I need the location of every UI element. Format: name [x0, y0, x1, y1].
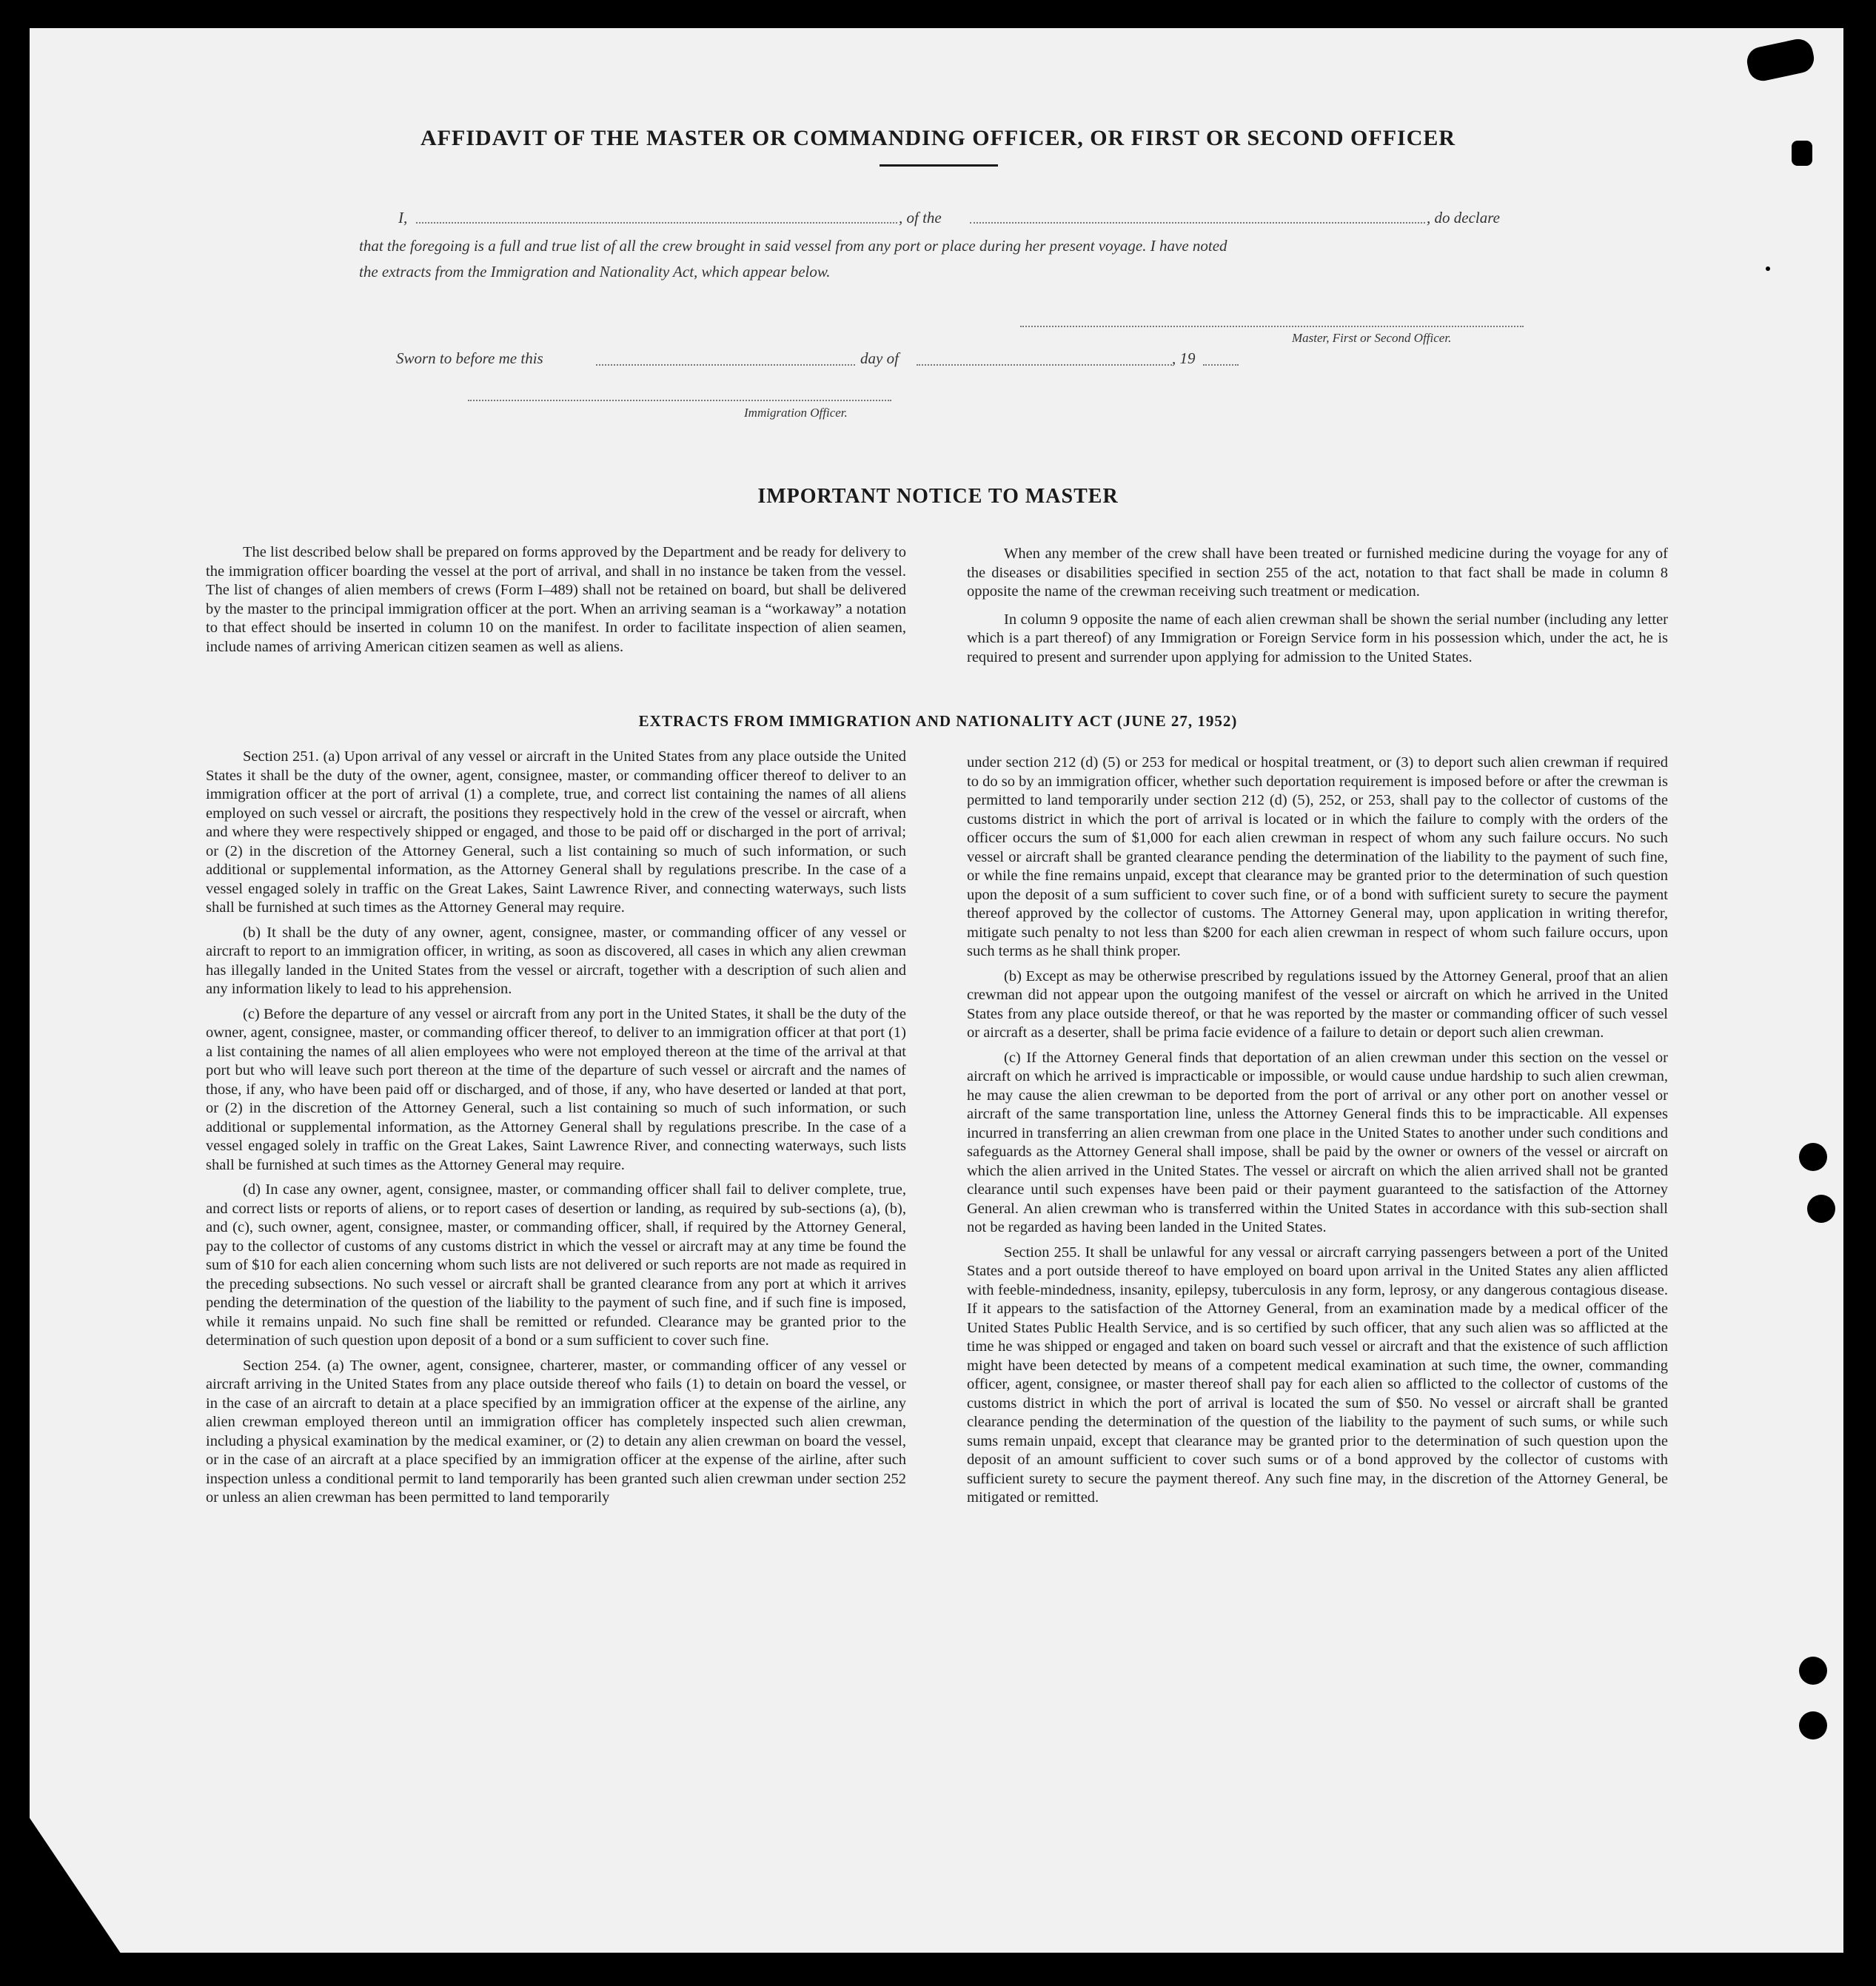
- title-underline: [880, 164, 998, 167]
- section-251-b: (b) It shall be the duty of any owner, agent, consignee, master, or commanding officer of any vessel or aircraft to report to an immigration officer, in writing, as soon as discovered, all cases in which any alien crewman has illegally landed in the United States from the vessel or aircraft, together with a description of such alien and any information likely to lead to his apprehension.: [206, 924, 906, 997]
- punch-hole: [1807, 1195, 1835, 1223]
- section-254-b: (b) Except as may be otherwise prescribed by regulations issued by the Attorney General, proof that an alien crewman did not appear upon the outgoing manifest of the vessel or aircraft on which he arrived in the United States from any place outside thereof, or that he was reported by the master or commanding officer of such vessel or aircraft as a deserter, shall be prima facie evidence of a failure to detain or deport such alien crewman.: [967, 967, 1668, 1041]
- section-251-d: (d) In case any owner, agent, consignee, master, or commanding officer shall fail to deliver complete, true, and correct lists or reports of aliens, or to report cases of desertion or landing, as required by sub-sections (a), (b), and (c), such owner, agent, consignee, master, or commanding officer, shall, if required by the Attorney General, pay to the collector of customs of any customs district in which the vessel or aircraft may at any time be found the sum of $10 for each alien concerning whom such lists are not delivered or such reports are not made as required in the preceding subsections. No such vessel or aircraft shall be granted clearance from any port at which it arrives pending the determination of the question of the liability to the payment of such fine, and if such fine is imposed, while it remains unpaid. No such fine shall be remitted or refunded. Clearance may be granted prior to the determination of such question upon deposit of a bond or a sum sufficient to cover such fine.: [206, 1181, 906, 1349]
- extracts-right-column: [967, 754, 1668, 1514]
- master-signature-caption: Master, First or Second Officer.: [1292, 331, 1452, 345]
- name-blank-line[interactable]: [416, 222, 897, 224]
- extracts-left-column: [206, 748, 906, 1514]
- notice-paragraph: The list described below shall be prepared on forms approved by the Department and be ready for delivery to the immigration officer boarding the vessel at the port of arrival, and shall in no instance be taken from the vessel. The list of changes of alien members of crews (Form I–489) shall not be retained on board, but shall be delivered by the master to the principal immigration officer at the port. When an arriving seaman is a “workaway” a notation to that effect should be inserted in column 10 on the manifest. In order to facilitate inspection of alien seamen, include names of arriving American citizen seamen as well as aliens.: [206, 544, 906, 655]
- month-blank-line[interactable]: [917, 364, 1172, 366]
- officer-signature-caption: Immigration Officer.: [744, 406, 848, 420]
- declaration-line-2: that the foregoing is a full and true list of all the crew brought in said vessel from any port or place during her present voyage. I have noted: [359, 237, 1227, 255]
- extracts-title: EXTRACTS FROM IMMIGRATION AND NATIONALITY ACT (JUNE 27, 1952): [638, 712, 1238, 730]
- year-prefix: , 19: [1172, 349, 1196, 367]
- declaration-do-declare-label: , do declare: [1427, 209, 1500, 227]
- section-251-c: (c) Before the departure of any vessel or aircraft from any port in the United States, it shall be the duty of the owner, agent, consignee, master, or commanding officer thereof, to deliver to an immigration officer at that port (1) a list containing the names of all alien employees who were not employed thereon at the time of the arrival at that port but who will leave such port thereon at the time of the departure of such vessel or aircraft and the names of those, if any, who have been paid off or discharged, and of those, if any, who have deserted or landed at that port, or (2) in the discretion of the Attorney General, such a list containing so much of such information, or such additional or supplemental information, as the Attorney General shall by regulations prescribe. In the case of a vessel engaged solely in traffic on the Great Lakes, Saint Lawrence River, and connecting waterways, such lists shall be furnished at such times as the Attorney General may require.: [206, 1005, 906, 1173]
- day-of-label: day of: [860, 349, 899, 367]
- year-blank-line[interactable]: [1203, 364, 1239, 366]
- sworn-date-blank-line[interactable]: [596, 364, 855, 366]
- section-254-a-continued: under section 212 (d) (5) or 253 for medical or hospital treatment, or (3) to deport such alien crewman if required to do so by an immigration officer, whether such deportation requirement is imposed before or after the crewman is permitted to land temporarily under section 212 (d) (5), 252, or 253, shall pay to the collector of customs of the customs district in which the port of arrival is located or in which the failure to comply with the orders of the officer occurs the sum of $1,000 for each alien crewman in respect of whom any such failure occurs. No such vessel or aircraft shall be granted clearance pending the determination of the liability to the payment of such fine, or while the fine remains unpaid, except that clearance may be granted prior to the determination of such question upon the deposit of a sum sufficient to cover such fine, or of a bond with sufficient surety to secure the payment thereof approved by the collector of customs. The Attorney General may, upon application in writing therefor, mitigate such penalty to not less than $200 for each alien crewman in respect of whom such failure occurs, upon such terms as he shall think proper.: [967, 754, 1668, 959]
- section-254-a: Section 254. (a) The owner, agent, consignee, charterer, master, or commanding officer of any vessel or aircraft arriving in the United States from any place outside thereof who fails (1) to detain on board the vessel, or in the case of an aircraft to detain at a place specified by an immigration officer at the expense of the airline, any alien crewman employed thereon until an immigration officer has completely inspected such alien crewman, including a physical examination by the medical examiner, or (2) to detain any alien crewman on board the vessel, or in the case of an aircraft at a place specified by an immigration officer at the expense of the airline, after such inspection unless a conditional permit to land temporarily has been granted such alien crewman under section 252 or unless an alien crewman has been permitted to land temporarily: [206, 1357, 906, 1506]
- notice-title: IMPORTANT NOTICE TO MASTER: [757, 485, 1119, 508]
- section-254-c: (c) If the Attorney General finds that deportation of an alien crewman under this section on the vessel or aircraft on which he arrived is impracticable or impossible, or would cause undue hardship to such alien crewman, he may cause the alien crewman to be deported from the port of arrival or any other port on another vessel or aircraft of the same transportation line, unless the Attorney General finds this to be impracticable. All expenses incurred in transferring an alien crewman from one place in the United States to another under such conditions and safeguards as the Attorney General shall impose, shall be paid by the owner or owners of the vessel or aircraft on which the alien arrived in the United States. The vessel or aircraft on which the alien arrived shall not be granted clearance until such expenses have been paid or their payment guaranteed to the satisfaction of the Attorney General. An alien crewman who is transferred within the United States in accordance with this sub-section shall not be regarded as having been landed in the United States.: [967, 1049, 1668, 1235]
- section-255: Section 255. It shall be unlawful for any vessal or aircraft carrying passengers between a port of the United States and a port outside thereof to have employed on board upon arrival in the United States any alien afflicted with feeble-mindedness, insanity, epilepsy, tuberculosis in any form, leprosy, or any dangerous contagious disease. If it appears to the satisfaction of the Attorney General, from an examination made by a medical officer of the United States Public Health Service, and is so certified by such officer, that any such alien was so afflicted at the time he was shipped or engaged and taken on board such vessel or aircraft and that the existence of such affliction might have been detected by means of a competent medical examination at such time, the owner, commanding officer, agent, consignee, or master thereof shall pay for each alien so afflicted to the collector of customs of the customs district in which the port of arrival is located the sum of $50. No vessel or aircraft shall be granted clearance pending the determination of the question of the liability to the payment of such sums, or while such sums remain unpaid, except that clearance may be granted prior to the determination of such question upon the deposit of an amount sufficient to cover such sums or of a bond approved by the collector of customs with sufficient surety to secure the payment thereof. Any such fine may, in the discretion of the Attorney General, be mitigated or remitted.: [967, 1244, 1668, 1506]
- affidavit-title: AFFIDAVIT OF THE MASTER OR COMMANDING OFFICER, OR FIRST OR SECOND OFFICER: [420, 126, 1456, 150]
- scan-speck: [1792, 141, 1812, 166]
- notice-right-column: [967, 545, 1668, 676]
- notice-paragraph: In column 9 opposite the name of each alien crewman shall be shown the serial number (including any letter which is a part thereof) of any Immigration or Foreign Service form in his possession which, under the act, he is required to present and surrender upon applying for admission to the United States.: [967, 611, 1668, 665]
- vessel-blank-line[interactable]: [970, 222, 1425, 224]
- declaration-of-the-label: , of the: [899, 209, 942, 227]
- scan-speck: [1766, 266, 1770, 271]
- punch-hole: [1799, 1711, 1827, 1740]
- notice-paragraph: When any member of the crew shall have been treated or furnished medicine during the voyage for any of the diseases or disabilities specified in section 255 of the act, notation to that fact shall be made in column 8 opposite the name of the crewman receiving such treatment or medication.: [967, 546, 1668, 600]
- master-signature-line[interactable]: [1020, 326, 1524, 327]
- punch-hole: [1799, 1143, 1827, 1171]
- declaration-i-label: I,: [398, 209, 408, 227]
- notice-left-column: [206, 543, 906, 665]
- officer-signature-line[interactable]: [468, 400, 891, 401]
- declaration-line-3: the extracts from the Immigration and Nationality Act, which appear below.: [359, 263, 831, 281]
- sworn-label: Sworn to before me this: [396, 349, 543, 367]
- punch-hole: [1799, 1657, 1827, 1685]
- section-251-a: Section 251. (a) Upon arrival of any vessel or aircraft in the United States from any place outside the United States it shall be the duty of the owner, agent, consignee, master, or commanding officer thereof to deliver to an immigration officer at the port of arrival (1) a complete, true, and correct list containing the names of all aliens employed on such vessel or aircraft, the positions they respectively hold in the crew of the vessel or aircraft, when and where they were respectively shipped or engaged, and those to be paid off or discharged in the port of arrival; or (2) in the discretion of the Attorney General, such a list containing so much of such information, or such additional or supplemental information, as the Attorney General shall by regulations prescribe. In the case of a vessel engaged solely in traffic on the Great Lakes, Saint Lawrence River, and connecting waterways, such lists shall be furnished at such times as the Attorney General may require.: [206, 748, 906, 916]
